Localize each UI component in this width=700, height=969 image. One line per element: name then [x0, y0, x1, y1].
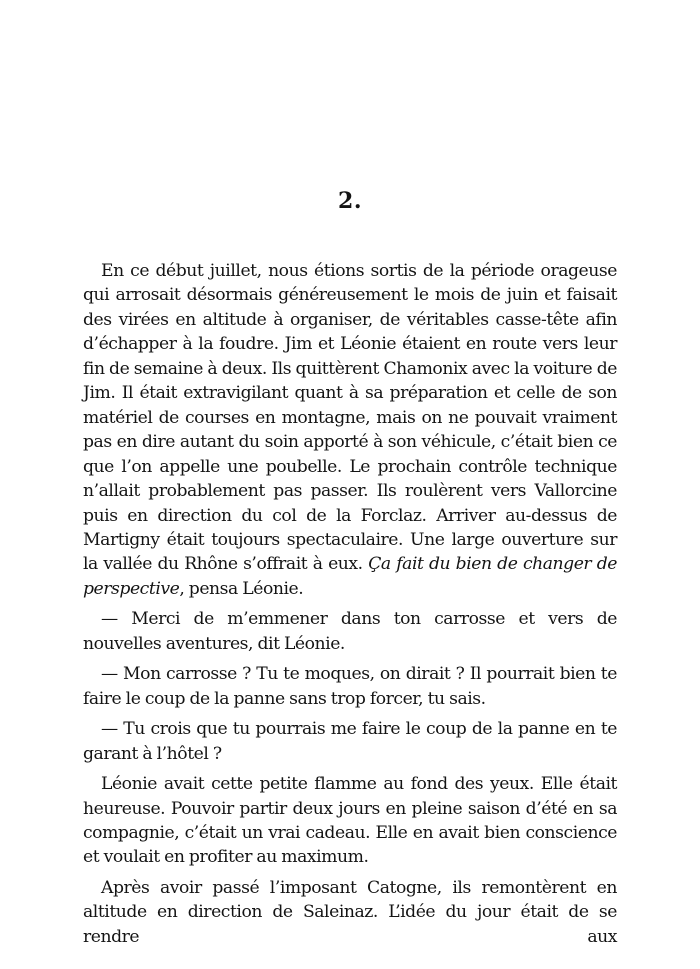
chapter-number: 2.	[338, 188, 362, 214]
italic-thought: Ça fait du bien de changer de perspective	[83, 554, 617, 599]
dialogue-line: — Merci de m’emmener dans ton carrosse et vers de nouvelles aventures, dit Léonie.	[83, 609, 617, 654]
paragraph	[83, 259, 617, 601]
dialogue-line: — Mon carrosse ? Tu te moques, on dirait ? Il pourrait bien te faire le coup de la panne sans trop forcer, tu sais.	[83, 664, 617, 709]
paragraph: Après avoir passé l’imposant Catogne, ils remontèrent en altitude en direction de Saleinaz. L’idée du jour était de se rendre aux	[83, 877, 617, 947]
paragraph-text: En ce début juillet, nous étions sortis de la période orageuse qui arrosait désormais généreusement le mois de juin et faisait des virées en altitude à organiser, de véritables casse-tête afin d’échapper à la foudre. Jim et Léonie étaient en route vers leur fin de semaine à deux. Ils quittèrent Chamonix avec la voiture de Jim. Il était extravigilant quant à sa préparation et celle de son matériel de courses en montagne, mais on ne pouvait vraiment pas en dire autant du soin apporté à son véhicule, c’était bien ce que l’on appelle une poubelle. Le prochain contrôle technique n’allait probablement pas passer. Ils roulèrent vers Vallorcine puis en direction du col de la Forclaz. Arriver au-dessus de Martigny était toujours spectaculaire. Une large ouverture sur la vallée du Rhône s’offrait à eux.	[83, 261, 617, 575]
paragraph-text: , pensa Léonie.	[179, 578, 304, 599]
dialogue-line: — Tu crois que tu pourrais me faire le coup de la panne en te garant à l’hôtel ?	[83, 719, 617, 764]
body-text	[83, 259, 617, 949]
paragraph: Léonie avait cette petite flamme au fond des yeux. Elle était heureuse. Pouvoir partir deux jours en pleine saison d’été en sa compagnie, c’était un vrai cadeau. Elle en avait bien conscience et voulait en profiter au maximum.	[83, 774, 617, 868]
